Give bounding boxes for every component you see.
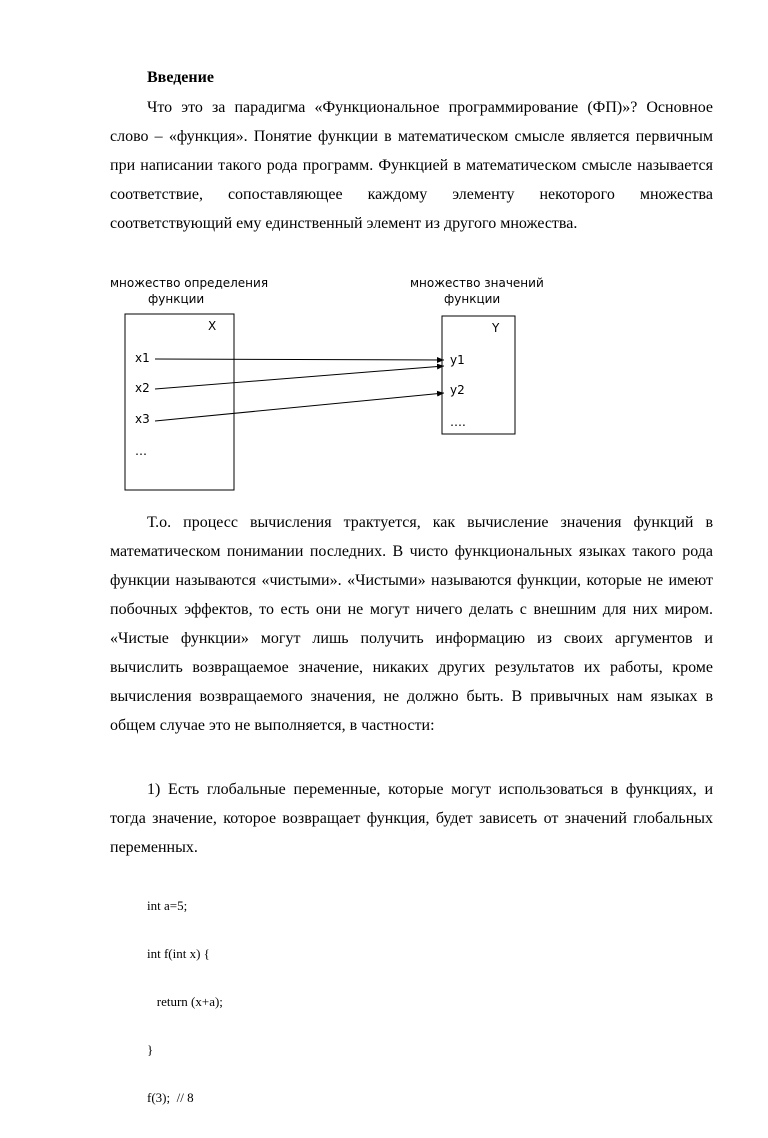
domain-item-x1: x1	[135, 351, 150, 365]
range-item-ellipsis: ….	[450, 415, 466, 429]
domain-set-label: X	[208, 319, 217, 333]
domain-item-x3: x3	[135, 412, 150, 426]
intro-paragraph: Что это за парадигма «Функциональное программирование (ФП)»? Основное слово – «функция». Понятие функции в математическом смысле является первичным при написании такого рода программ. Функцией в математическом смысле называется соответствие, сопоставляющее каждому элементу некоторого множества соответствующий ему единственный элемент из другого множества.	[110, 99, 713, 232]
domain-item-ellipsis: …	[135, 444, 147, 458]
code-line: int a=5;	[147, 898, 188, 913]
range-set-label: Y	[492, 321, 500, 335]
section-heading: Введение	[147, 69, 214, 86]
code-line: }	[147, 1042, 154, 1057]
range-item-y2: y2	[450, 383, 465, 397]
code-line: f(3); // 8	[147, 1090, 194, 1105]
code-sample	[147, 866, 223, 1138]
list-item-1: 1) Есть глобальные переменные, которые могут использоваться в функциях, и тогда значение, которое возвращает функция, будет зависеть от значений глобальных переменных.	[110, 781, 713, 856]
arrow-x3-to-y2	[155, 393, 444, 421]
domain-label-line1: множество определения	[110, 276, 269, 290]
domain-label-line2: функции	[148, 292, 205, 306]
process-paragraph: Т.о. процесс вычисления трактуется, как вычисление значения функций в математическом понимании последних. В чисто функциональных языках такого рода функции называются «чистыми». «Чистыми» называются функции, которые не имеют побочных эффектов, то есть они не могут ничего делать с внешним для них миром. «Чистые функции» могут лишь получить информацию из своих аргументов и вычислить возвращаемое значение, никаких других результатов их работы, кроме вычисления возвращаемого значения, не должно быть. В привычных нам языках в общем случае это не выполняется, в частности:	[110, 514, 713, 734]
range-item-y1: y1	[450, 353, 465, 367]
arrow-x2-to-y1	[155, 366, 444, 389]
domain-item-x2: x2	[135, 381, 150, 395]
range-label-line2: функции	[444, 292, 501, 306]
code-line: return (x+a);	[147, 994, 223, 1009]
code-line: int f(int x) {	[147, 946, 210, 961]
domain-set-box	[125, 314, 234, 490]
range-label-line1: множество значений	[410, 276, 544, 290]
arrow-x1-to-y1	[155, 359, 444, 360]
